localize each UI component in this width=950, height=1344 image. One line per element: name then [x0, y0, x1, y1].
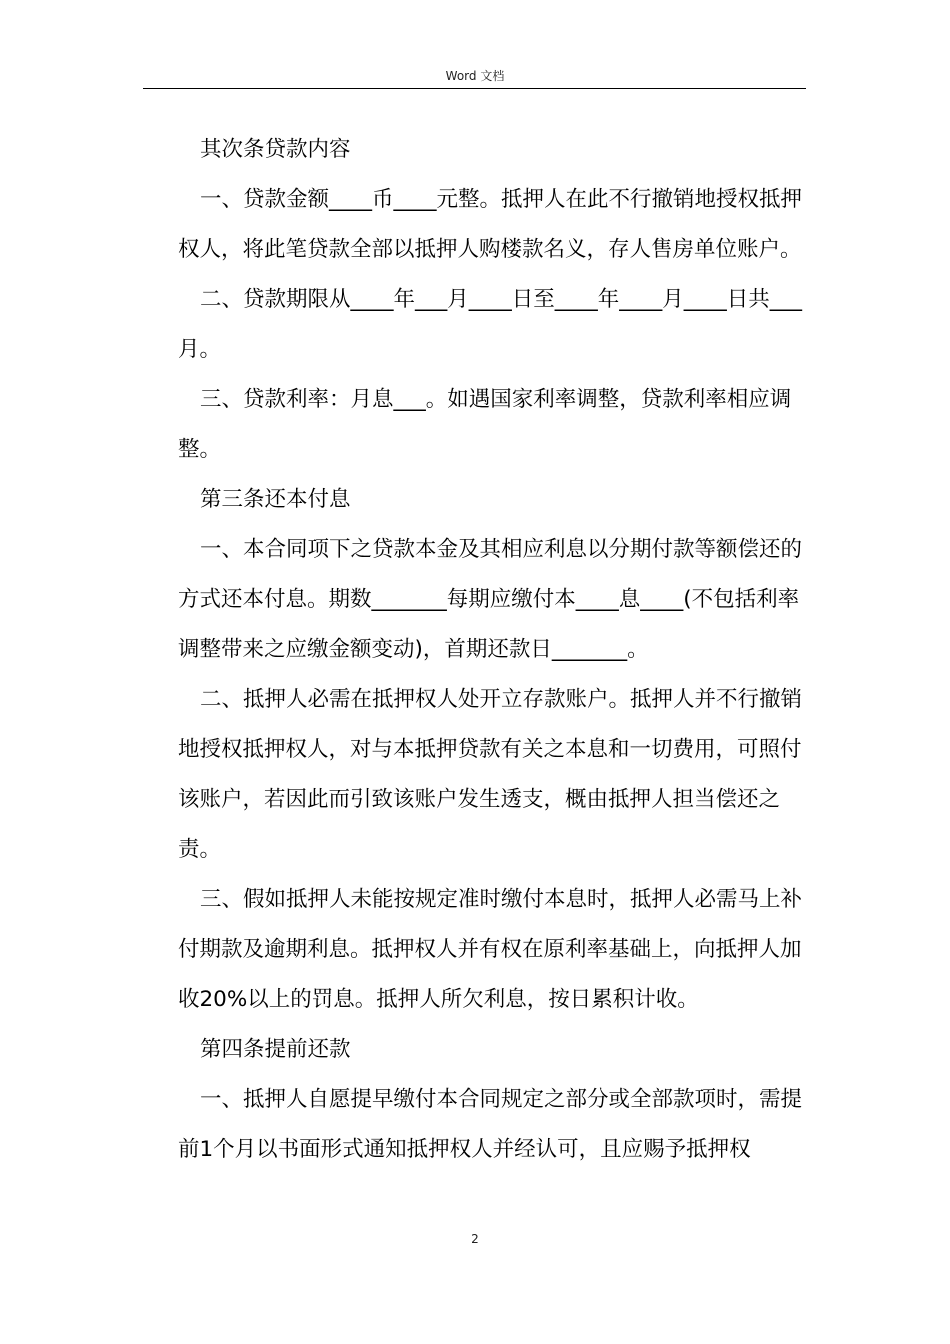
paragraph: 二、抵押人必需在抵押权人处开立存款账户。抵押人并不行撤销地授权抵押权人，对与本抵押贷款有关之本息和一切费用，可照付该账户，若因此而引致该账户发生透支，概由抵押人担当偿还之责。: [178, 687, 803, 862]
header-divider: [143, 88, 806, 89]
section-heading: 其次条贷款内容: [200, 137, 351, 162]
section-heading: 第四条提前还款: [200, 1037, 351, 1062]
paragraph: 三、假如抵押人未能按规定准时缴付本息时，抵押人必需马上补付期款及逾期利息。抵押权人并有权在原利率基础上，向抵押人加收20%以上的罚息。抵押人所欠利息，按日累积计收。: [178, 887, 803, 1012]
paragraph: 一、贷款金额____币____元整。抵押人在此不行撤销地授权抵押权人，将此笔贷款全部以抵押人购楼款名义，存人售房单位账户。: [178, 187, 803, 262]
page-number: 2: [471, 1232, 479, 1246]
page-header-title: Word 文档: [445, 69, 505, 83]
paragraph: 一、抵押人自愿提早缴付本合同规定之部分或全部款项时，需提前1个月以书面形式通知抵押权人并经认可，且应赐予抵押权: [178, 1087, 803, 1162]
paragraph: 二、贷款期限从____年___月____日至____年____月____日共___月。: [178, 287, 803, 362]
document-body: [178, 125, 806, 1175]
paragraph: 三、贷款利率：月息___。如遇国家利率调整，贷款利率相应调整。: [178, 387, 792, 462]
section-heading: 第三条还本付息: [200, 487, 351, 512]
paragraph: 一、本合同项下之贷款本金及其相应利息以分期付款等额偿还的方式还本付息。期数_______每期应缴付本____息____(不包括利率调整带来之应缴金额变动)，首期还款日_______。: [178, 537, 803, 662]
